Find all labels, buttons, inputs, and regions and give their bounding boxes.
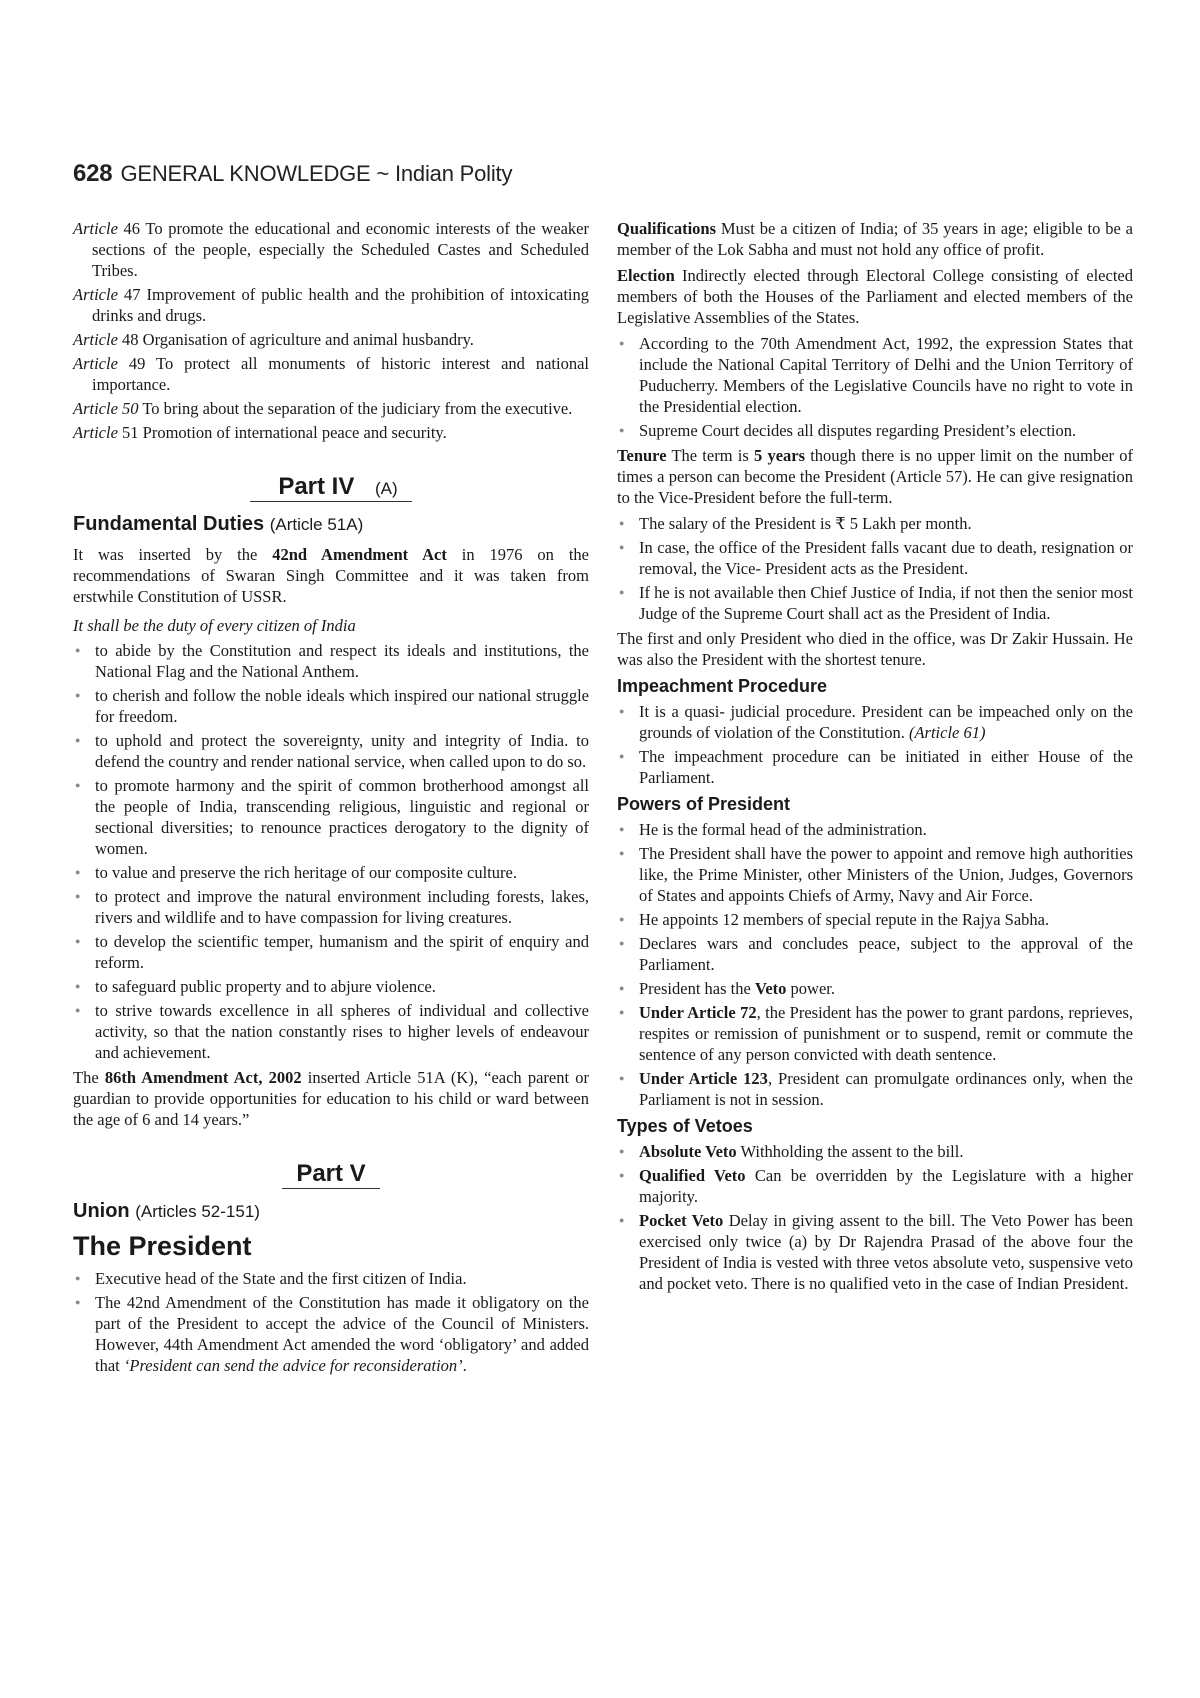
left-column — [73, 218, 589, 1380]
list-item: ● to uphold and protect the sovereignty, unity and integrity of India. to defend the country and render national service, when called upon to do so. — [73, 730, 589, 772]
union-heading: Union (Articles 52-151) — [73, 1200, 260, 1222]
article-49: Article 49 To protect all monuments of historic interest and national importance. — [73, 354, 589, 394]
list-item: ● Qualified Veto Can be overridden by the Legislature with a higher majority. — [617, 1165, 1133, 1207]
article-48: Article 48 Organisation of agriculture and animal husbandry. — [73, 330, 474, 349]
qualifications: Qualifications Must be a citizen of India; of 35 years in age; eligible to be a member of the Lok Sabha and must not hold any office of profit. — [617, 219, 1133, 259]
president-heading: The President — [73, 1231, 252, 1261]
list-item: ● to value and preserve the rich heritage of our composite culture. — [73, 862, 589, 883]
part-v-heading: Part V — [73, 1160, 589, 1188]
right-column — [617, 218, 1133, 1298]
powers-list — [617, 819, 1133, 1110]
list-item: ● to safeguard public property and to abjure violence. — [73, 976, 589, 997]
page-number: 628 — [73, 160, 113, 187]
duties-list — [73, 640, 589, 1063]
running-head — [73, 160, 512, 188]
list-item: ● In case, the office of the President falls vacant due to death, resignation or removal, the Vice- President acts as the President. — [617, 537, 1133, 579]
impeachment-list — [617, 701, 1133, 788]
fd-intro: It was inserted by the 42nd Amendment Act in 1976 on the recommendations of Swaran Singh Committee and it was taken from erstwhile Constitution of USSR. — [73, 545, 589, 606]
part-iv-heading: Part IV (A) — [73, 473, 589, 501]
list-item: ● He appoints 12 members of special repute in the Rajya Sabha. — [617, 909, 1133, 930]
list-item: ● The 42nd Amendment of the Constitution has made it obligatory on the part of the President to accept the advice of the Council of Ministers. However, 44th Amendment Act amended the word ‘obligatory’ and added that ‘President can send the advice for reconsideration’. — [73, 1292, 589, 1376]
list-item: ● President has the Veto power. — [617, 978, 1133, 999]
impeachment-heading: Impeachment Procedure — [617, 676, 828, 696]
86th-amendment-note: The 86th Amendment Act, 2002 inserted Article 51A (K), “each parent or guardian to provide opportunities for education to his child or ward between the age of 6 and 14 years.” — [73, 1068, 589, 1129]
list-item: ● It is a quasi- judicial procedure. President can be impeached only on the grounds of violation of the Constitution. (Article 61) — [617, 701, 1133, 743]
zakir-hussain-note: The first and only President who died in the office, was Dr Zakir Hussain. He was also the President with the shortest tenure. — [617, 629, 1133, 669]
election-list — [617, 333, 1133, 441]
list-item: ● to develop the scientific temper, humanism and the spirit of enquiry and reform. — [73, 931, 589, 973]
tenure: Tenure The term is 5 years though there is no upper limit on the number of times a person can become the President (Article 57). He can give resignation to the Vice-President before the full-term. — [617, 446, 1133, 507]
list-item: ● to cherish and follow the noble ideals which inspired our national struggle for freedom. — [73, 685, 589, 727]
article-46: Article 46 To promote the educational and economic interests of the weaker sections of the people, especially the Scheduled Castes and Scheduled Tribes. — [73, 219, 589, 280]
list-item: ● Under Article 72, the President has the power to grant pardons, reprieves, respites or remission of punishment or to suspend, remit or commute the sentence of any person convicted with death sentence. — [617, 1002, 1133, 1065]
list-item: ● The impeachment procedure can be initiated in either House of the Parliament. — [617, 746, 1133, 788]
book-title: GENERAL KNOWLEDGE ~ Indian Polity — [120, 161, 513, 186]
article-51: Article 51 Promotion of international peace and security. — [73, 423, 447, 442]
list-item: ● Pocket Veto Delay in giving assent to the bill. The Veto Power has been exercised only twice (a) by Dr Rajendra Prasad of the above four the President of India is vested with three vetos absolute veto, suspensive veto and pocket veto. There is no qualified veto in the case of Indian President. — [617, 1210, 1133, 1294]
election: Election Indirectly elected through Electoral College consisting of elected members of both the Houses of the Parliament and elected members of the Legislative Assemblies of the States. — [617, 266, 1133, 327]
fundamental-duties-heading: Fundamental Duties (Article 51A) — [73, 513, 364, 535]
list-item: ● to promote harmony and the spirit of common brotherhood amongst all the people of India, transcending religious, linguistic and regional or sectional diversities; to renounce practices derogatory to the dignity of women. — [73, 775, 589, 859]
powers-heading: Powers of President — [617, 794, 791, 814]
article-50: Article 50 To bring about the separation of the judiciary from the executive. — [73, 399, 573, 418]
list-item: ● The President shall have the power to appoint and remove high authorities like, the Prime Minister, other Ministers of the Union, Judges, Governors of States and appoints Chiefs of Army, Navy and Air Force. — [617, 843, 1133, 906]
list-item: ● Executive head of the State and the first citizen of India. — [73, 1268, 589, 1289]
list-item: ● He is the formal head of the administration. — [617, 819, 1133, 840]
president-list — [73, 1268, 589, 1376]
list-item: ● Supreme Court decides all disputes regarding President’s election. — [617, 420, 1133, 441]
list-item: ● The salary of the President is ₹ 5 Lakh per month. — [617, 513, 1133, 534]
list-item: ● If he is not available then Chief Justice of India, if not then the senior most Judge of the Supreme Court shall act as the President of India. — [617, 582, 1133, 624]
list-item: ● to protect and improve the natural environment including forests, lakes, rivers and wildlife and to have compassion for living creatures. — [73, 886, 589, 928]
article-47: Article 47 Improvement of public health and the prohibition of intoxicating drinks and drugs. — [73, 285, 589, 325]
list-item: ● Absolute Veto Withholding the assent to the bill. — [617, 1141, 1133, 1162]
list-item: ● Under Article 123, President can promulgate ordinances only, when the Parliament is not in session. — [617, 1068, 1133, 1110]
vetoes-list — [617, 1141, 1133, 1294]
list-item: ● to abide by the Constitution and respect its ideals and institutions, the National Flag and the National Anthem. — [73, 640, 589, 682]
list-item: ● Declares wars and concludes peace, subject to the approval of the Parliament. — [617, 933, 1133, 975]
tenure-list — [617, 513, 1133, 624]
vetoes-heading: Types of Vetoes — [617, 1116, 753, 1136]
list-item: ● to strive towards excellence in all spheres of individual and collective activity, so that the nation constantly rises to higher levels of endeavour and achievement. — [73, 1000, 589, 1063]
list-item: ● According to the 70th Amendment Act, 1992, the expression States that include the National Capital Territory of Delhi and the Union Territory of Puducherry. Members of the Legislative Councils have no right to vote in the Presidential election. — [617, 333, 1133, 417]
fd-lead: It shall be the duty of every citizen of India — [73, 616, 356, 635]
